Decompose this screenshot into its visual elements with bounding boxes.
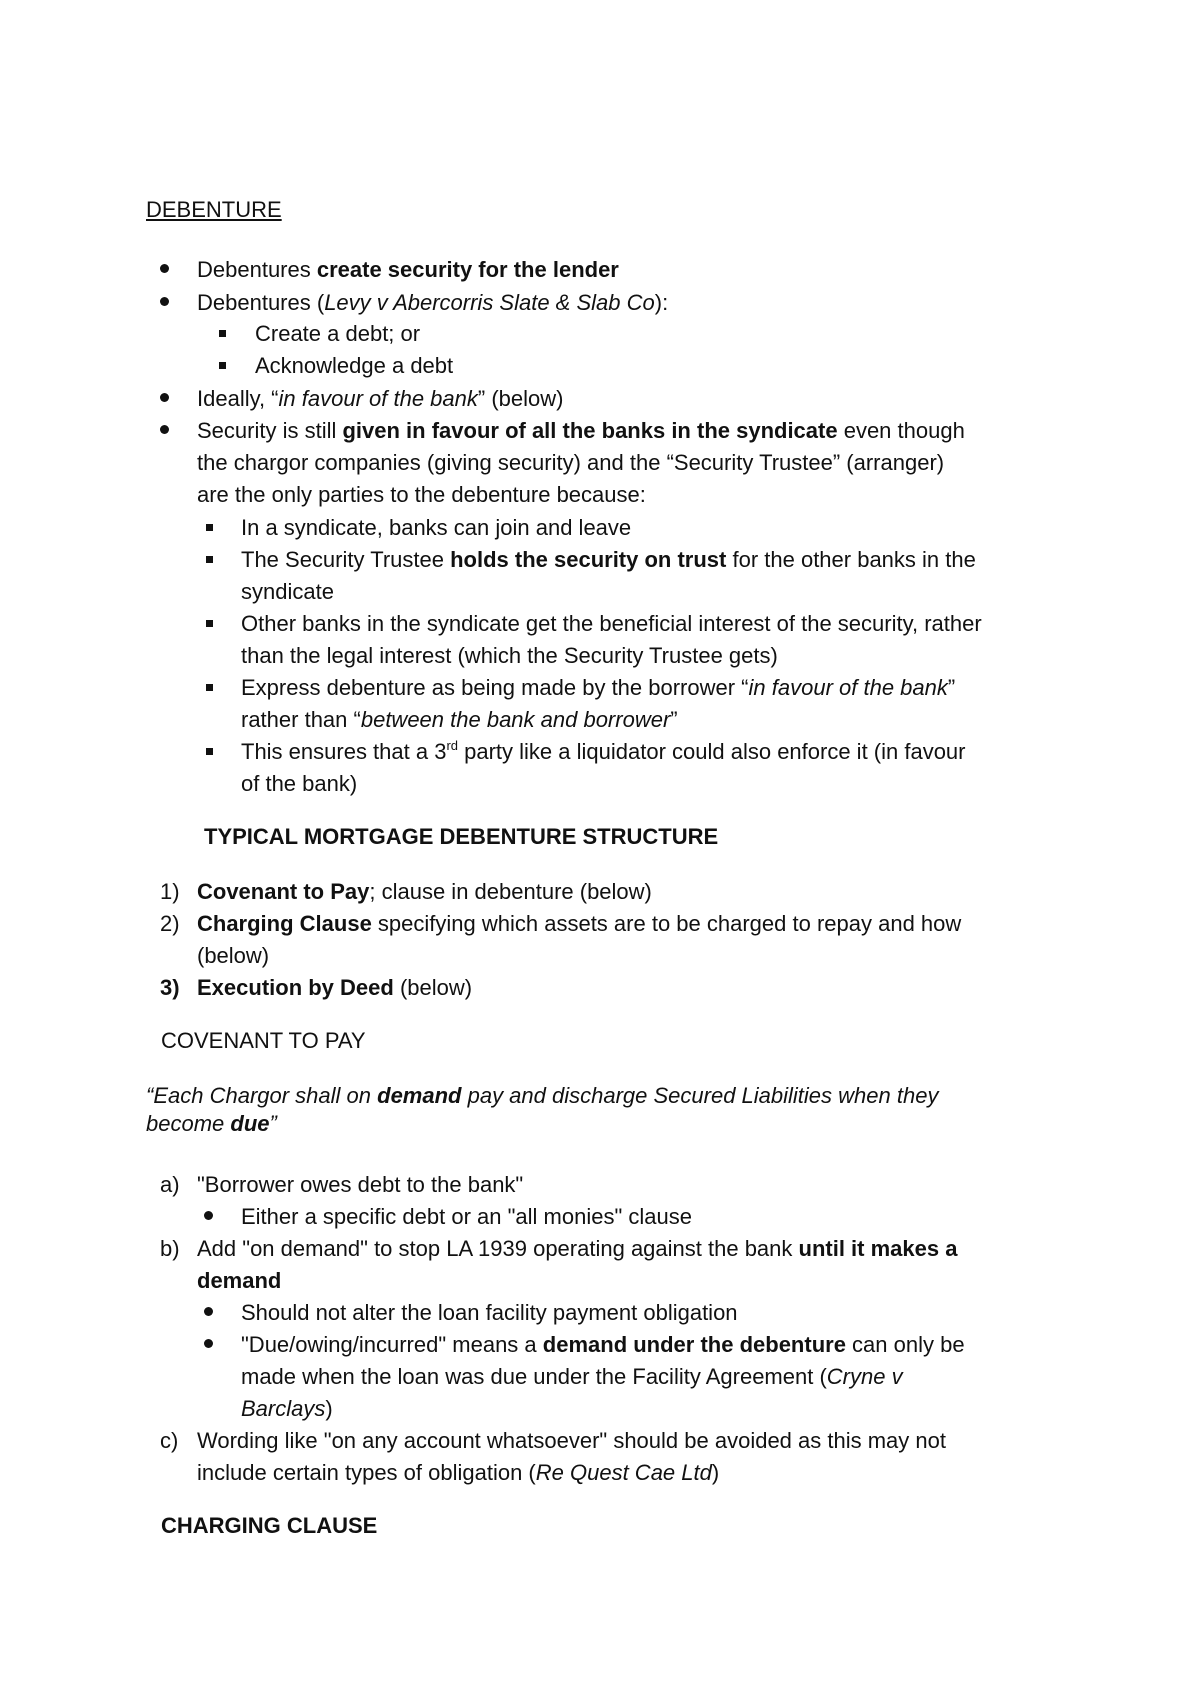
sub-bullet-square (206, 556, 213, 563)
sub-bullet-square (219, 362, 226, 369)
bullet-item: Debentures create security for the lender (197, 257, 619, 282)
list-item: Wording like "on any account whatsoever" should be avoided as this may not (197, 1428, 946, 1453)
bullet-item-continuation: the chargor companies (giving security) and the “Security Trustee” (arranger) (197, 450, 945, 475)
bullet-dot (160, 264, 169, 273)
list-item: Add "on demand" to stop LA 1939 operating against the bank until it makes a (197, 1236, 958, 1261)
sub-bullet-item: Either a specific debt or an "all monies" clause (241, 1204, 692, 1229)
sub-bullet-item: The Security Trustee holds the security on trust for the other banks in the (241, 547, 976, 572)
sub-bullet-item: Create a debt; or (255, 321, 421, 346)
section-heading-structure: TYPICAL MORTGAGE DEBENTURE STRUCTURE (204, 824, 719, 849)
list-number: 3) (160, 975, 180, 1000)
sub-bullet-continuation: than the legal interest (which the Security Trustee gets) (241, 643, 778, 668)
list-item-continuation: (below) (197, 943, 270, 968)
list-number: 2) (160, 911, 180, 936)
bullet-dot (204, 1211, 213, 1220)
sub-bullet-item: Acknowledge a debt (255, 353, 454, 378)
sub-bullet-square (206, 524, 213, 531)
sub-bullet-square (206, 748, 213, 755)
list-letter: a) (160, 1172, 180, 1197)
bullet-dot (160, 425, 169, 434)
sub-bullet-item: This ensures that a 3rd party like a liquidator could also enforce it (in favour (241, 738, 966, 764)
bullet-item: Ideally, “in favour of the bank” (below) (197, 386, 564, 411)
bullet-item-continuation: are the only parties to the debenture because: (197, 482, 646, 507)
bullet-dot (160, 393, 169, 402)
sub-bullet-continuation: Barclays) (241, 1396, 333, 1421)
list-item: Execution by Deed (below) (197, 975, 473, 1000)
covenant-quote-continuation: become due” (146, 1111, 277, 1136)
sub-bullet-continuation: made when the loan was due under the Facility Agreement (Cryne v (241, 1364, 903, 1389)
bullet-item: Security is still given in favour of all the banks in the syndicate even though (197, 418, 965, 443)
bullet-item: Debentures (Levy v Abercorris Slate & Slab Co): (197, 290, 669, 315)
sub-bullet-continuation: rather than “between the bank and borrower” (241, 707, 678, 732)
document-title: DEBENTURE (146, 197, 282, 222)
list-letter: c) (160, 1428, 179, 1453)
bullet-dot (160, 297, 169, 306)
sub-bullet-item: Express debenture as being made by the borrower “in favour of the bank” (241, 675, 956, 700)
sub-bullet-item: "Due/owing/incurred" means a demand under the debenture can only be (241, 1332, 965, 1357)
sub-bullet-item: Other banks in the syndicate get the beneficial interest of the security, rather (241, 611, 982, 636)
list-item: Charging Clause specifying which assets are to be charged to repay and how (197, 911, 962, 936)
sub-bullet-square (206, 684, 213, 691)
sub-bullet-item: Should not alter the loan facility payment obligation (241, 1300, 738, 1325)
sub-bullet-continuation: of the bank) (241, 771, 358, 796)
sub-bullet-square (219, 330, 226, 337)
sub-bullet-item: In a syndicate, banks can join and leave (241, 515, 632, 540)
bullet-dot (204, 1339, 213, 1348)
covenant-quote: “Each Chargor shall on demand pay and discharge Secured Liabilities when they (146, 1083, 939, 1108)
list-number: 1) (160, 879, 180, 904)
list-item-continuation: demand (197, 1268, 282, 1293)
sub-bullet-continuation: syndicate (241, 579, 334, 604)
bullet-dot (204, 1307, 213, 1316)
sub-bullet-square (206, 620, 213, 627)
list-letter: b) (160, 1236, 180, 1261)
list-item: Covenant to Pay; clause in debenture (below) (197, 879, 652, 904)
section-heading-covenant: COVENANT TO PAY (161, 1028, 366, 1053)
section-heading-charging: CHARGING CLAUSE (161, 1513, 378, 1538)
list-item-continuation: include certain types of obligation (Re Quest Cae Ltd) (197, 1460, 720, 1485)
list-item: "Borrower owes debt to the bank" (197, 1172, 524, 1197)
